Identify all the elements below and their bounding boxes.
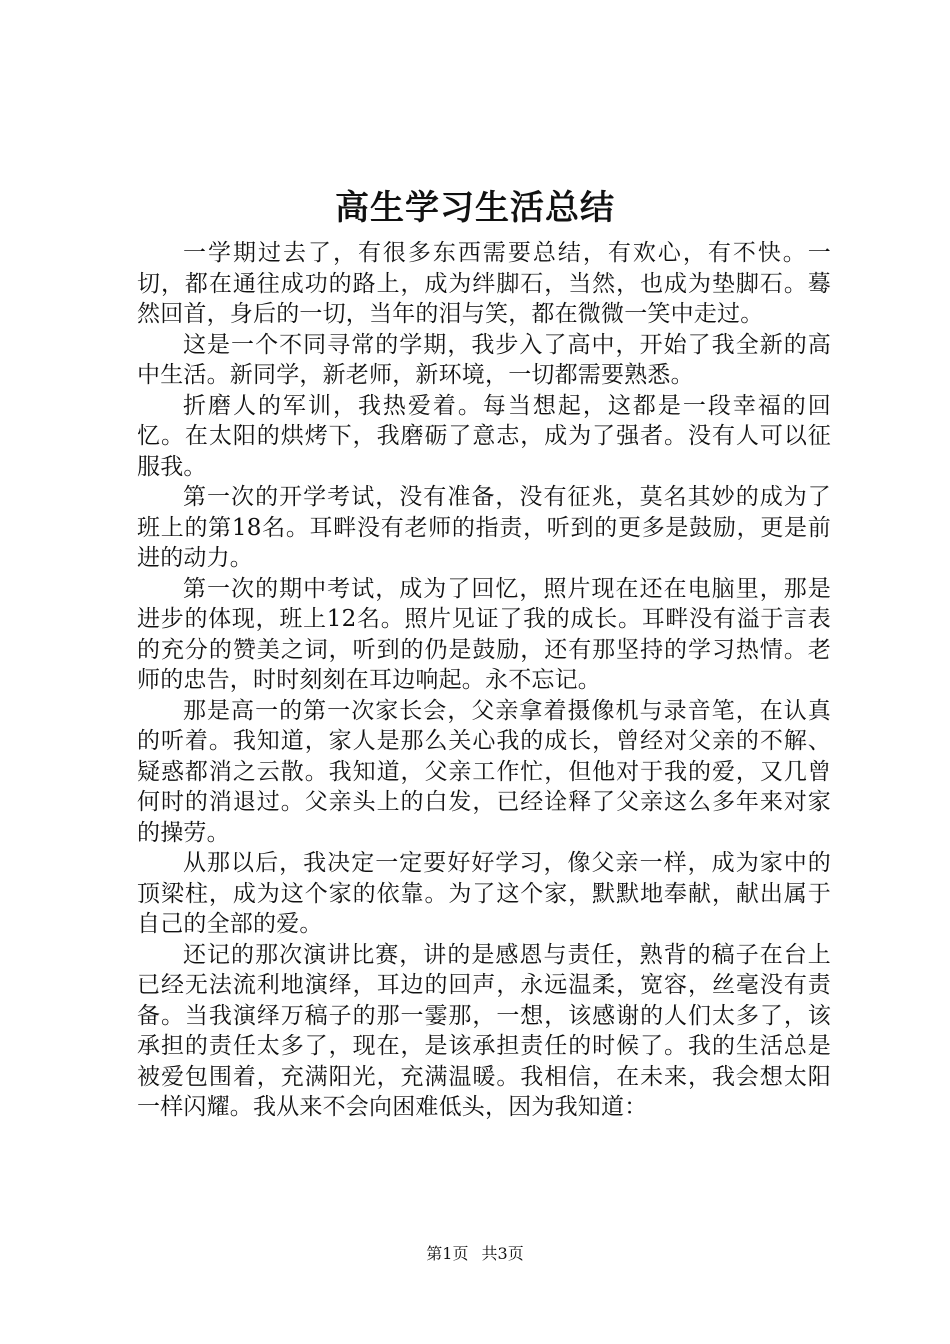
paragraph: 那是高一的第一次家长会，父亲拿着摄像机与录音笔，在认真的听着。我知道，家人是那么关心我的成长，曾经对父亲的不解、疑惑都消之云散。我知道，父亲工作忙，但他对于我的爱，又几曾何时的消退过。父亲头上的白发，已经诠释了父亲这么多年来对家的操劳。 — [137, 697, 831, 846]
paragraph: 一学期过去了，有很多东西需要总结，有欢心，有不快。一切，都在通往成功的路上，成为绊脚石，当然，也成为垫脚石。蓦然回首，身后的一切，当年的泪与笑，都在微微一笑中走过。 — [137, 240, 831, 327]
paragraph: 这是一个不同寻常的学期，我步入了高中，开始了我全新的高中生活。新同学，新老师，新环境，一切都需要熟悉。 — [137, 331, 831, 388]
paragraph: 第一次的开学考试，没有准备，没有征兆，莫名其妙的成为了班上的第18名。耳畔没有老师的指责，听到的更多是鼓励，更是前进的动力。 — [137, 484, 831, 571]
paragraph: 还记的那次演讲比赛，讲的是感恩与责任，熟背的稿子在台上已经无法流利地演绎，耳边的回声，永远温柔，宽容，丝毫没有责备。当我演绎万稿子的那一霎那，一想，该感谢的人们太多了，该承担的责任太多了，现在，是该承担责任的时候了。我的生活总是被爱包围着，充满阳光，充满温暖。我相信，在未来，我会想太阳一样闪耀。我从来不会向困难低头，因为我知道： — [137, 941, 831, 1120]
document-body — [137, 238, 831, 1123]
document-title: 高生学习生活总结 — [335, 188, 615, 228]
page-total: 共3页 — [481, 1244, 524, 1263]
page-footer — [0, 1242, 950, 1266]
paragraph: 从那以后，我决定一定要好好学习，像父亲一样，成为家中的顶梁柱，成为这个家的依靠。为了这个家，默默地奉献，献出属于自己的全部的爱。 — [137, 850, 831, 937]
paragraph: 折磨人的军训，我热爱着。每当想起，这都是一段幸福的回忆。在太阳的烘烤下，我磨砺了意志，成为了强者。没有人可以征服我。 — [137, 392, 831, 480]
page-number: 第1页 — [426, 1244, 469, 1263]
paragraph: 第一次的期中考试，成为了回忆，照片现在还在电脑里，那是进步的体现，班上12名。照片见证了我的成长。耳畔没有溢于言表的充分的赞美之词，听到的仍是鼓励，还有那坚持的学习热情。老师的忠告，时时刻刻在耳边响起。永不忘记。 — [137, 575, 831, 693]
